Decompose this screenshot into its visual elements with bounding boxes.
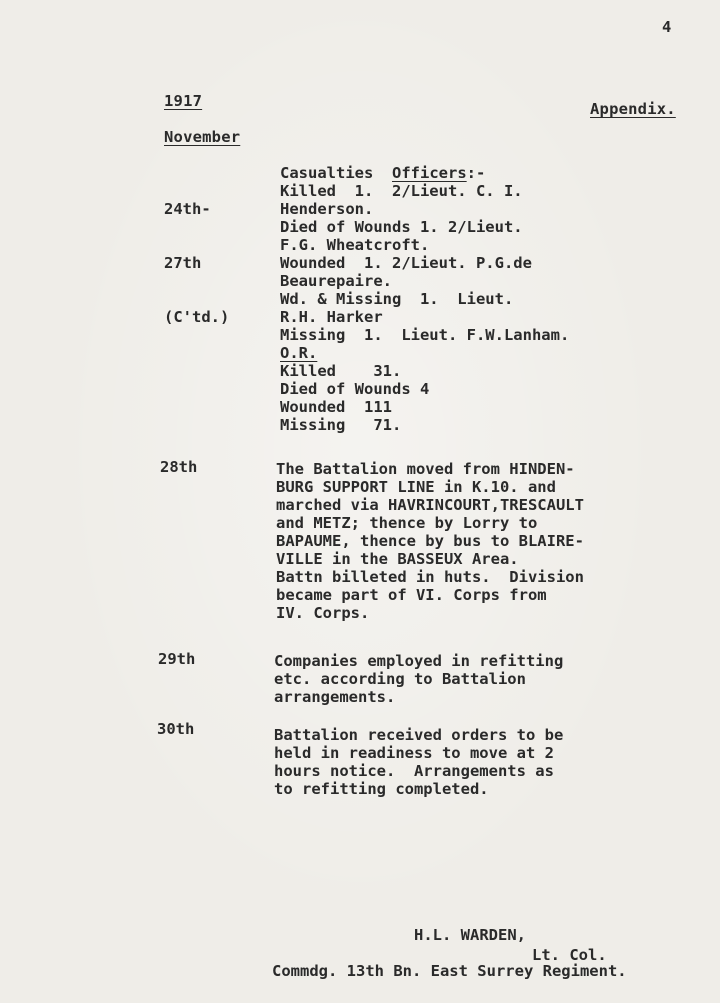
casualty-line: Wd. & Missing 1. Lieut. <box>280 290 514 308</box>
entry-date-30: 30th <box>157 720 195 738</box>
casualty-line: Missing 1. Lieut. F.W.Lanham. <box>280 326 570 344</box>
officers-heading: Officers <box>392 164 467 182</box>
appendix-label: Appendix. <box>590 100 676 118</box>
or-line: Killed 31. <box>280 362 402 380</box>
signature-name: H.L. WARDEN, <box>414 926 526 944</box>
or-line: Wounded 111 <box>280 398 392 416</box>
entry-text-29: Companies employed in refitting etc. according to Battalion arrangements. <box>274 652 564 706</box>
casualty-line: Henderson. <box>280 200 374 218</box>
page-number: 4 <box>662 18 672 36</box>
or-heading: O.R. <box>280 344 318 362</box>
entry-date-24-27: 24th- 27th (C'td.) <box>164 200 230 326</box>
entry-text-28: The Battalion moved from HINDEN- BURG SUPPORT LINE in K.10. and marched via HAVRINCOURT,TRESCAULT and METZ; thence by Lorry to BAPAUME, thence by bus to BLAIRE- VILLE in the BASSEUX Area. Battn billeted in huts. Division became part of VI. Corps from IV. Corps. <box>276 460 584 622</box>
or-line: Missing 71. <box>280 416 402 434</box>
entry-date-29: 29th <box>158 650 196 668</box>
entry-date-28: 28th <box>160 458 198 476</box>
entry-text-30: Battalion received orders to be held in readiness to move at 2 hours notice. Arrangements as to refitting completed. <box>274 726 564 798</box>
signature-rank: Lt. Col. <box>532 946 607 964</box>
casualty-line: Wounded 1. 2/Lieut. P.G.de <box>280 254 532 272</box>
month-heading: November <box>164 128 241 146</box>
year-heading: 1917 <box>164 92 203 110</box>
casualty-line: R.H. Harker <box>280 308 383 326</box>
casualty-line: Beaurepaire. <box>280 272 392 290</box>
entry-casualties <box>280 164 569 434</box>
casualty-line: Died of Wounds 1. 2/Lieut. <box>280 218 523 236</box>
casualty-line: Killed 1. 2/Lieut. C. I. <box>280 182 523 200</box>
or-line: Died of Wounds 4 <box>280 380 430 398</box>
casualties-header: Casualties Officers:- <box>280 164 486 182</box>
signature-unit: Commdg. 13th Bn. East Surrey Regiment. <box>272 962 627 980</box>
casualty-line: F.G. Wheatcroft. <box>280 236 430 254</box>
